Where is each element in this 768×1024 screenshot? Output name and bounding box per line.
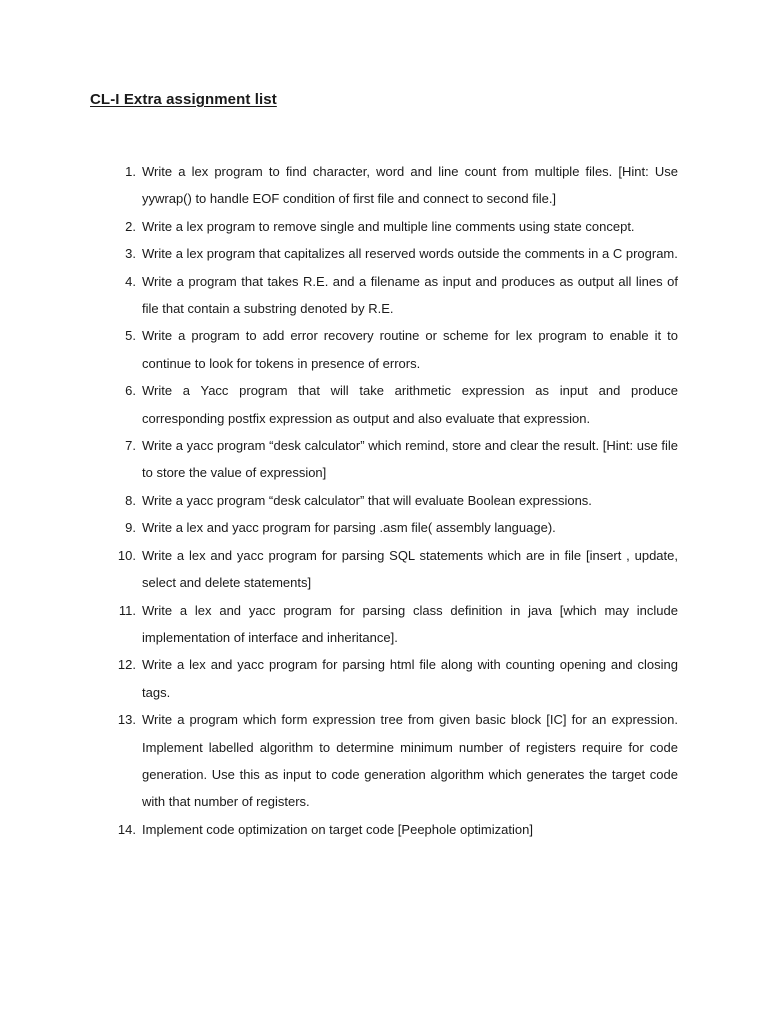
list-item [108,706,678,816]
item-number: 7. [125,438,136,454]
item-number: 14. [117,821,136,837]
item-text: Write a lex and yacc program for parsing class definition in java [which may include implementation of interface and inheritance]. [142,602,678,645]
item-text: Write a lex program to find character, word and line count from multiple files. [Hint: Use yywrap() to handle EOF condition of first file and connect to second file.] [142,164,678,207]
item-text: Write a program which form expression tree from given basic block [IC] for an expression. Implement labelled algorithm to determine minimum number of registers require for code generation. Use this as input to code generation algorithm which generates the target code with that number of registers. [142,712,678,810]
list-item [108,377,678,432]
item-number: 5. [125,328,136,344]
item-number: 1. [125,164,136,179]
item-text: Write a yacc program “desk calculator” which remind, store and clear the result. [Hint: use file to store the value of expression] [142,438,678,481]
item-number: 10. [117,547,136,563]
item-text: Write a Yacc program that will take arithmetic expression as input and produce corresponding postfix expression as output and also evaluate that expression. [142,383,678,426]
list-item [108,651,678,706]
item-text: Write a yacc program “desk calculator” that will evaluate Boolean expressions. [142,492,592,508]
item-number: 4. [125,273,136,289]
item-number: 3. [125,246,136,262]
list-item [108,322,678,377]
item-number: 13. [117,712,136,728]
list-item [108,597,678,652]
list-item [108,514,678,541]
item-text: Write a lex program to remove single and multiple line comments using state concept. [142,218,635,234]
item-text: Write a lex and yacc program for parsing SQL statements which are in file [insert , update, select and delete statements] [142,547,678,591]
list-item [108,542,678,597]
list-item [108,158,678,213]
item-number: 12. [117,657,136,673]
item-text: Write a lex and yacc program for parsing .asm file( assembly language). [142,520,556,536]
page-title: CL-I Extra assignment list [90,91,277,108]
list-item [108,240,678,267]
list-item [108,213,678,240]
item-number: 9. [125,520,136,536]
list-item [108,432,678,487]
item-number: 8. [125,492,136,508]
list-item [108,268,678,323]
assignment-list [108,158,678,843]
item-number: 6. [125,383,136,399]
item-text: Write a program that takes R.E. and a filename as input and produces as output all lines of file that contain a substring denoted by R.E. [142,273,678,317]
item-text: Write a lex and yacc program for parsing html file along with counting opening and closing tags. [142,657,678,700]
list-item [108,487,678,514]
item-text: Write a program to add error recovery routine or scheme for lex program to enable it to continue to look for tokens in presence of errors. [142,328,678,371]
item-text: Implement code optimization on target code [Peephole optimization] [142,821,533,837]
item-text: Write a lex program that capitalizes all reserved words outside the comments in a C program. [142,246,678,262]
item-number: 11. [118,602,136,618]
item-number: 2. [125,218,136,234]
list-item [108,816,678,843]
